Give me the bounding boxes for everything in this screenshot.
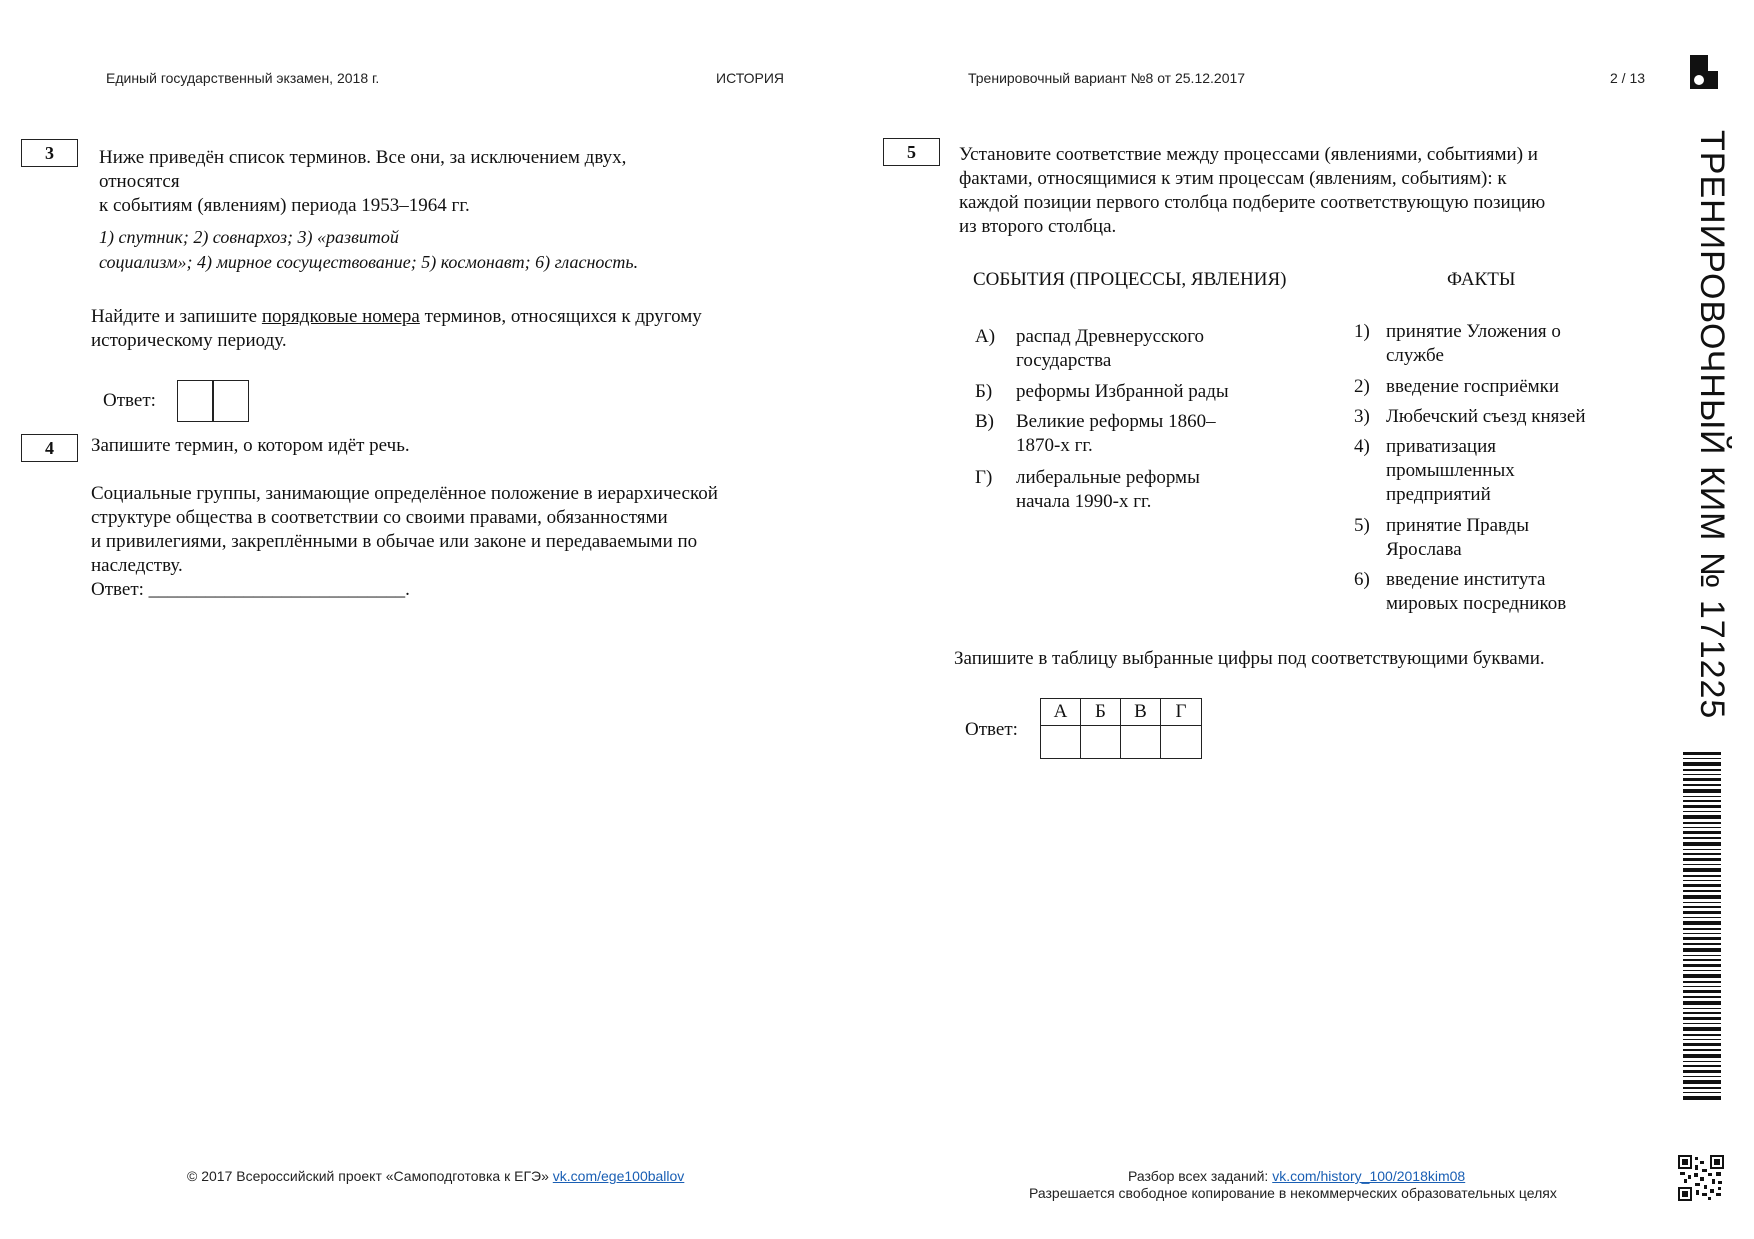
fact-number-2: 2) [1354, 376, 1370, 397]
task-3-number: 3 [21, 139, 78, 167]
event-g-line-2: начала 1990-х гг. [1016, 491, 1152, 512]
fact-4-line-3: предприятий [1386, 484, 1491, 505]
answer-table-header-v: В [1120, 698, 1161, 726]
event-a-line-2: государства [1016, 350, 1112, 371]
task-3-answer-cell-2[interactable] [212, 380, 249, 422]
event-b-line-1: реформы Избранной рады [1016, 381, 1229, 402]
event-letter-v: В) [975, 411, 994, 432]
task-5-answer-label: Ответ: [965, 719, 1018, 740]
task-5-number: 5 [883, 138, 940, 166]
answer-table-cell-a[interactable] [1040, 725, 1081, 759]
fact-1-line-1: принятие Уложения о [1386, 321, 1561, 342]
task-4-text-line-2: структуре общества в соответствии со своими правами, обязанностями [91, 507, 668, 528]
fact-4-line-2: промышленных [1386, 460, 1515, 481]
task-4-answer [91, 578, 410, 602]
task-3-instruction-line-2: историческому периоду. [91, 330, 287, 351]
task-3-answer-label: Ответ: [103, 390, 156, 411]
fact-number-4: 4) [1354, 436, 1370, 457]
task-3-line-2: относятся [99, 171, 180, 192]
task-4-prompt: Запишите термин, о котором идёт речь. [91, 435, 410, 456]
task-5-table-instruction: Запишите в таблицу выбранные цифры под соответствующими буквами. [954, 648, 1545, 669]
fact-5-line-1: принятие Правды [1386, 515, 1529, 536]
event-g-line-1: либеральные реформы [1016, 467, 1200, 488]
task-3-answer-cell-1[interactable] [177, 380, 214, 422]
task-3-line-1: Ниже приведён список терминов. Все они, за исключением двух, [99, 147, 627, 168]
task-3-terms-line-2: социализм»; 4) мирное сосуществование; 5) космонавт; 6) гласность. [99, 252, 639, 272]
task-4-number: 4 [21, 434, 78, 462]
fact-5-line-2: Ярослава [1386, 539, 1462, 560]
fact-number-6: 6) [1354, 569, 1370, 590]
task-3-line-3: к событиям (явлениям) периода 1953–1964 гг. [99, 195, 470, 216]
fact-4-line-1: приватизация [1386, 436, 1496, 457]
fact-number-3: 3) [1354, 406, 1370, 427]
side-kim-label: ТРЕНИРОВОЧНЫЙ КИМ № 171225 [1693, 130, 1731, 720]
corner-marker-icon [1690, 55, 1718, 89]
event-letter-g: Г) [975, 467, 993, 488]
task-5-intro-line-4: из второго столбца. [959, 216, 1117, 237]
footer-copy-notice: Разрешается свободное копирование в некоммерческих образовательных целях [1029, 1185, 1557, 1201]
fact-6-line-2: мировых посредников [1386, 593, 1567, 614]
task-4-answer-label: Ответ: [91, 579, 144, 600]
task-4-answer-line[interactable]: ___________________________. [148, 579, 410, 600]
answer-table-header-b: Б [1080, 698, 1121, 726]
events-column-header: СОБЫТИЯ (ПРОЦЕССЫ, ЯВЛЕНИЯ) [973, 269, 1287, 290]
fact-1-line-2: службе [1386, 345, 1444, 366]
facts-column-header: ФАКТЫ [1447, 269, 1516, 290]
event-letter-b: Б) [975, 381, 993, 402]
event-letter-a: А) [975, 326, 996, 347]
answer-table-header-a: А [1040, 698, 1081, 726]
qr-code-icon [1678, 1155, 1724, 1201]
fact-6-line-1: введение института [1386, 569, 1546, 590]
footer-right-link[interactable]: vk.com/history_100/2018kim08 [1272, 1168, 1466, 1184]
footer-right: Разбор всех заданий: vk.com/history_100/2018kim08 [1128, 1168, 1466, 1184]
fact-3-line-1: Любечский съезд князей [1386, 406, 1586, 427]
task-5-intro-line-2: фактами, относящимися к этим процессам (явлениям, событиям): к [959, 168, 1507, 189]
header-variant: Тренировочный вариант №8 от 25.12.2017 [968, 70, 1246, 86]
event-a-line-1: распад Древнерусского [1016, 326, 1205, 347]
event-v-line-1: Великие реформы 1860– [1016, 411, 1216, 432]
fact-2-line-1: введение госприёмки [1386, 376, 1560, 397]
header-subject: ИСТОРИЯ [716, 70, 785, 86]
footer-left-link[interactable]: vk.com/ege100ballov [552, 1168, 685, 1184]
task-3-instruction: Найдите и запишите порядковые номера терминов, относящихся к другому [91, 306, 702, 327]
task-3-terms-line-1: 1) спутник; 2) совнархоз; 3) «развитой [99, 227, 399, 247]
answer-table-header-g: Г [1160, 698, 1202, 726]
barcode-icon [1683, 752, 1721, 1100]
fact-number-1: 1) [1354, 321, 1370, 342]
header-page-number: 2 / 13 [1610, 70, 1646, 86]
fact-number-5: 5) [1354, 515, 1370, 536]
task-4-text-line-4: наследству. [91, 555, 183, 576]
event-v-line-2: 1870-х гг. [1016, 435, 1093, 456]
answer-table-cell-v[interactable] [1120, 725, 1161, 759]
task-5-intro-line-3: каждой позиции первого столбца подберите соответствующую позицию [959, 192, 1546, 213]
header-exam: Единый государственный экзамен, 2018 г. [106, 70, 380, 86]
task-5-intro-line-1: Установите соответствие между процессами (явлениями, событиями) и [959, 144, 1538, 165]
answer-table-cell-g[interactable] [1160, 725, 1202, 759]
task-4-text-line-3: и привилегиями, закреплёнными в обычае или законе и передаваемыми по [91, 531, 698, 552]
footer-left: © 2017 Всероссийский проект «Самоподготовка к ЕГЭ» vk.com/ege100ballov [187, 1168, 685, 1184]
task-4-text-line-1: Социальные группы, занимающие определённое положение в иерархической [91, 483, 718, 504]
answer-table-cell-b[interactable] [1080, 725, 1121, 759]
